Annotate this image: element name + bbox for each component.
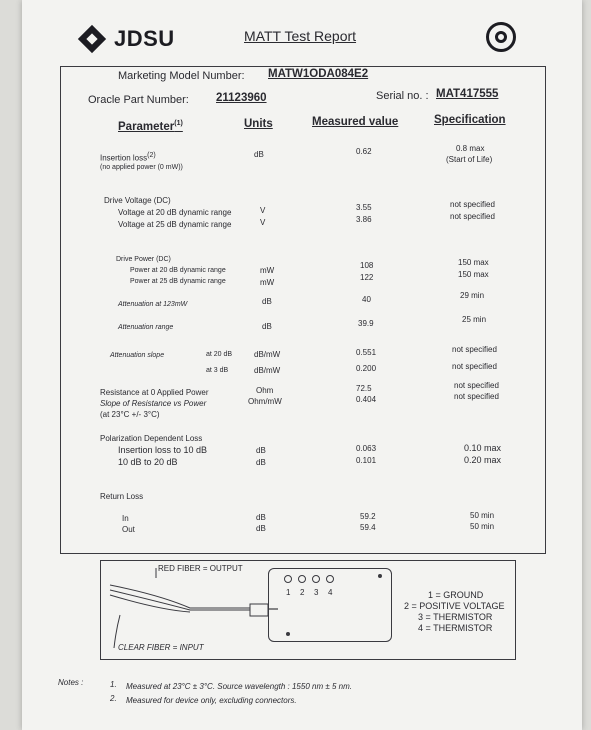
row-pdl-b-label: 10 dB to 20 dB <box>118 457 178 467</box>
row-drive-voltage-a-spec: not specified <box>450 200 495 209</box>
row-drive-power-a-meas: 108 <box>360 261 374 270</box>
model-value: MATW1ODA084E2 <box>268 68 369 80</box>
row-drive-voltage-b-label: Voltage at 25 dB dynamic range <box>118 220 232 229</box>
row-resistance-meas: 72.5 <box>356 384 372 393</box>
row-drive-voltage-a-unit: V <box>260 206 266 215</box>
row-pdl-param: Polarization Dependent Loss <box>100 434 203 443</box>
mounting-hole-icon <box>286 632 290 636</box>
row-slope-b-spec: not specified <box>452 362 497 371</box>
row-attenuation-spec: 29 min <box>460 291 485 300</box>
pin-number: 2 <box>300 588 305 597</box>
row-insertion-loss-sub: (no applied power (0 mW)) <box>100 164 183 171</box>
row-return-loss-param: Return Loss <box>100 492 144 501</box>
row-resistance-unit: Ohm <box>256 386 274 395</box>
col-header-spec: Specification <box>434 114 506 126</box>
row-drive-power-b-spec: 150 max <box>458 270 489 279</box>
row-attenuation-unit: dB <box>262 297 272 306</box>
row-drive-voltage-b-spec: not specified <box>450 212 495 221</box>
row-insertion-loss-param: Insertion loss$^{(2)}$ <box>100 152 156 163</box>
pin-number: 1 <box>286 588 291 597</box>
row-drive-power-b-meas: 122 <box>360 273 374 282</box>
clear-fiber-label: CLEAR FIBER = INPUT <box>118 643 204 652</box>
col-header-measured: Measured value <box>312 116 399 128</box>
note-2-number: 2. <box>110 694 117 703</box>
logo-text: JDSU <box>114 26 175 51</box>
row-drive-power-a-spec: 150 max <box>458 258 489 267</box>
logo-diamond-icon <box>78 25 106 53</box>
red-fiber-label: RED FIBER = OUTPUT <box>158 564 243 573</box>
note-1-number: 1. <box>110 680 117 689</box>
row-drive-power-param: Drive Power (DC) <box>116 256 171 263</box>
certification-seal-icon <box>486 22 516 52</box>
row-attenuation-range-meas: 39.9 <box>358 319 374 328</box>
row-resistance-slope-unit: Ohm/mW <box>248 397 282 406</box>
row-slope-b-meas: 0.200 <box>356 364 377 373</box>
pin-3-icon <box>312 575 320 583</box>
row-pdl-a-spec: 0.10 max <box>464 443 502 453</box>
row-return-loss-b-label: Out <box>122 525 135 534</box>
row-slope-a-meas: 0.551 <box>356 348 377 357</box>
row-slope-b-label: at 3 dB <box>206 367 229 374</box>
row-return-loss-b-spec: 50 min <box>470 522 495 531</box>
pin-2-icon <box>298 575 306 583</box>
row-return-loss-a-meas: 59.2 <box>360 512 376 521</box>
row-drive-voltage-a-meas: 3.55 <box>356 203 372 212</box>
row-insertion-loss-meas: 0.62 <box>356 147 372 156</box>
row-slope-b-unit: dB/mW <box>254 366 281 375</box>
row-pdl-b-spec: 0.20 max <box>464 455 502 465</box>
model-label: Marketing Model Number: <box>118 70 245 82</box>
pin-1-icon <box>284 575 292 583</box>
row-attenuation-range-unit: dB <box>262 322 272 331</box>
row-drive-power-a-unit: mW <box>260 266 275 275</box>
pin-4-icon <box>326 575 334 583</box>
row-resistance-slope-meas: 0.404 <box>356 395 377 404</box>
row-slope-a-label: at 20 dB <box>206 351 233 358</box>
row-return-loss-a-label: In <box>122 514 129 523</box>
part-value: 21123960 <box>216 92 267 104</box>
row-slope-param: Attenuation slope <box>110 352 165 359</box>
notes-label: Notes : <box>58 678 84 687</box>
serial-label: Serial no. : <box>376 90 429 102</box>
pin-legend-2: 2 = POSITIVE VOLTAGE <box>404 601 505 611</box>
row-drive-voltage-param: Drive Voltage (DC) <box>104 196 171 205</box>
row-pdl-a-label: Insertion loss to 10 dB <box>118 445 208 455</box>
row-slope-a-unit: dB/mW <box>254 350 281 359</box>
row-return-loss-a-unit: dB <box>256 513 266 522</box>
pin-legend-1: 1 = GROUND <box>428 590 484 600</box>
row-return-loss-b-meas: 59.4 <box>360 523 376 532</box>
mounting-hole-icon <box>378 574 382 578</box>
row-resistance-slope-spec: not specified <box>454 392 499 401</box>
row-drive-power-b-label: Power at 25 dB dynamic range <box>130 278 226 285</box>
note-1-text: Measured at 23°C ± 3°C. Source wavelength : 1550 nm ± 5 nm. <box>126 682 352 691</box>
row-return-loss-b-unit: dB <box>256 524 266 533</box>
serial-value: MAT417555 <box>436 88 499 100</box>
row-resistance-spec: not specified <box>454 381 499 390</box>
row-drive-voltage-b-meas: 3.86 <box>356 215 372 224</box>
row-pdl-a-meas: 0.063 <box>356 444 377 453</box>
row-pdl-b-meas: 0.101 <box>356 456 377 465</box>
pin-number: 3 <box>314 588 319 597</box>
test-results-panel <box>60 66 546 554</box>
col-header-parameter: Parameter$^{(1)}$ <box>118 120 183 133</box>
note-2-text: Measured for device only, excluding connectors. <box>126 696 297 705</box>
row-drive-voltage-b-unit: V <box>260 218 266 227</box>
pin-number: 4 <box>328 588 333 597</box>
row-attenuation-range-param: Attenuation range <box>118 324 174 331</box>
col-header-units: Units <box>244 118 273 130</box>
row-slope-a-spec: not specified <box>452 345 497 354</box>
row-pdl-b-unit: dB <box>256 458 266 467</box>
row-attenuation-meas: 40 <box>362 295 371 304</box>
pin-legend-4: 4 = THERMISTOR <box>418 623 493 633</box>
row-return-loss-a-spec: 50 min <box>470 511 495 520</box>
row-drive-power-a-label: Power at 20 dB dynamic range <box>130 267 226 274</box>
row-insertion-loss-spec: 0.8 max <box>456 144 485 153</box>
row-resistance-condition: (at 23°C +/- 3°C) <box>100 410 160 419</box>
row-resistance-param: Resistance at 0 Applied Power <box>100 388 209 397</box>
part-label: Oracle Part Number: <box>88 94 189 106</box>
row-drive-power-b-unit: mW <box>260 278 275 287</box>
row-attenuation-range-spec: 25 min <box>462 315 487 324</box>
row-attenuation-param: Attenuation at 123mW <box>118 301 188 308</box>
row-drive-voltage-a-label: Voltage at 20 dB dynamic range <box>118 208 232 217</box>
report-title: MATT Test Report <box>244 28 357 44</box>
row-resistance-slope-param: Slope of Resistance vs Power <box>100 399 207 408</box>
row-insertion-loss-unit: dB <box>254 150 264 159</box>
row-pdl-a-unit: dB <box>256 446 266 455</box>
row-insertion-loss-spec2: (Start of Life) <box>446 155 493 164</box>
jdsu-logo <box>82 26 175 52</box>
pin-legend-3: 3 = THERMISTOR <box>418 612 493 622</box>
